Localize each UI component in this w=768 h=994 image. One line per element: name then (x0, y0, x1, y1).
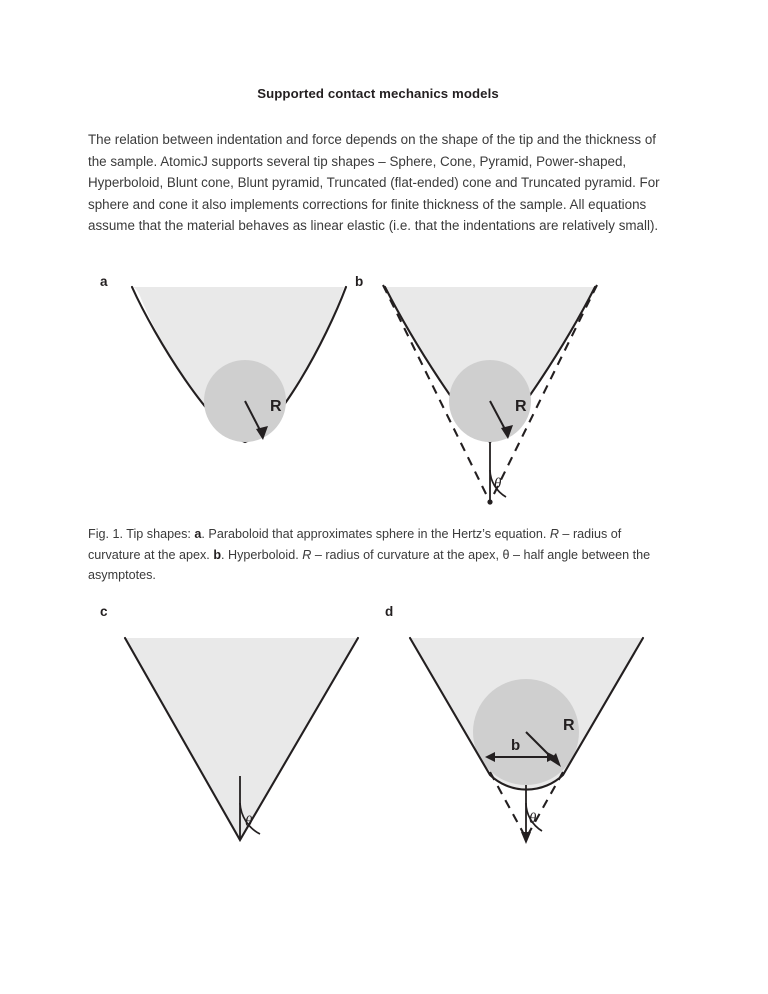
panel-label-b: b (355, 274, 364, 289)
figure-caption (88, 524, 670, 586)
panel-label-c: c (100, 604, 108, 619)
caption-text-a2: – radius of curvature at the apex. (88, 527, 622, 562)
caption-text-b2: – radius of curvature at the apex, θ – half angle between the asymptotes. (88, 547, 651, 582)
intro-paragraph: The relation between indentation and force depends on the shape of the tip and the thickness of the sample. AtomicJ supports several tip shapes – Sphere, Cone, Pyramid, Power-shaped, Hyperboloid, Blunt cone, Blunt pyramid, Truncated (flat-ended) cone and Truncated pyramid. For sphere and cone it also implements corrections for finite thickness of the sample. All equations assume that the material behaves as linear elastic (i.e. that the indentations are relatively small). (88, 132, 660, 233)
caption-text-a: . Paraboloid that approximates sphere in the Hertz’s equation. (201, 527, 550, 541)
figure-row-top (0, 270, 768, 515)
blunt-cone-diagram (385, 600, 675, 860)
hyperboloid-diagram (355, 270, 655, 515)
figure-panel-d (385, 600, 675, 860)
symmetry-axis-arrow-head (521, 832, 531, 844)
caption-symbol-R-1: R (549, 527, 559, 541)
figure-panel-c (100, 600, 375, 860)
panel-label-d: d (385, 604, 394, 619)
caption-text-b: . Hyperboloid. (221, 547, 303, 562)
caption-prefix: Fig. 1. Tip shapes: (88, 527, 195, 541)
figure-panel-b (355, 270, 655, 515)
paraboloid-diagram (100, 270, 360, 515)
page-title: Supported contact mechanics models (257, 86, 499, 101)
cone-diagram (100, 600, 375, 860)
radius-label: R (515, 398, 527, 415)
caption-label-b: b (213, 547, 222, 562)
transition-radius-label: b (511, 737, 521, 754)
figure-panel-a (100, 270, 360, 515)
half-angle-label: θ (494, 476, 502, 492)
half-angle-label: θ (529, 811, 537, 827)
figure-row-bottom (0, 600, 768, 860)
half-angle-label: θ (245, 814, 253, 830)
asymptote-intersection-dot (487, 499, 492, 504)
caption-symbol-R-2: R (302, 547, 312, 562)
panel-label-a: a (100, 274, 108, 289)
radius-label: R (563, 717, 575, 734)
caption-label-a: a (194, 527, 202, 541)
radius-label: R (270, 398, 282, 415)
